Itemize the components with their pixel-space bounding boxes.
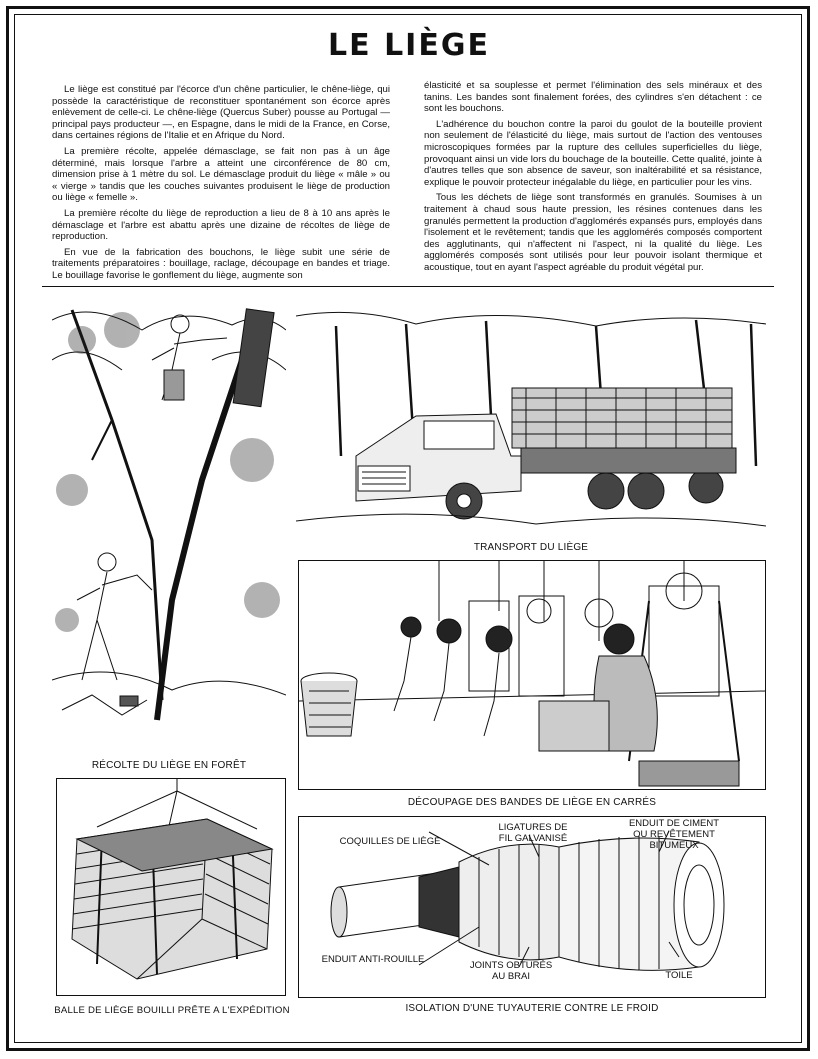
paragraph: Tous les déchets de liège sont transformés en granulés. Soumises à un traitement à chaud sous haute pression, les résines contenues dans les granulés permettent la production d'agglomérés expansés purs, employés dans l'isolement et le revêtement; tandis que les agglomérés composés comportent des agglutinants, qui n'affectent ni l'aspect, ni la qualité du liège. Les agglomérés composés sont utilisés pour leur pouvoir isolant thermique et acoustique, tout en ayant l'aspect agréable du produit végétal pur. <box>424 192 762 273</box>
label-toile: TOILE <box>665 970 693 981</box>
caption-cutting: DÉCOUPAGE DES BANDES DE LIÈGE EN CARRÉS <box>407 797 657 808</box>
harvest-illustration <box>52 300 286 730</box>
paragraph: La première récolte du liège de reproduction a lieu de 8 à 10 ans après le démasclage et l'arbre est abattu après une dizaine de récoltes de liège de reproduction. <box>52 207 390 243</box>
divider <box>42 286 774 287</box>
label-joints: JOINTS OBTURÉS AU BRAI <box>469 960 553 982</box>
caption-harvest: RÉCOLTE DU LIÈGE EN FORÊT <box>91 760 247 771</box>
label-coquilles: COQUILLES DE LIÈGE <box>339 836 441 847</box>
paragraph: En vue de la fabrication des bouchons, le liège subit une série de traitements préparatoires : bouillage, raclage, découpage en bandes et triage. Le bouillage favorise le gonflement du liège, augmente son <box>52 246 390 281</box>
paragraph: La première récolte, appelée démasclage, se fait non pas à un âge déterminé, mais lorsque l'arbre a atteint une circonférence de 80 cm, dimension prise à 1 mètre du sol. Le démasclage produit du liège « mâle » ou « vierge » tandis que les couches suivantes produisent le liège de production ou liège « femelle ». <box>52 145 390 204</box>
label-ligatures: LIGATURES DE FIL GALVANISÉ <box>498 822 568 844</box>
paragraph: L'adhérence du bouchon contre la paroi du goulot de la bouteille provient non seulement de l'élasticité du liège, mais surtout de l'action des ventouses microscopiques formées par la rupture des cellules superficielles du liège, provoquant ainsi un vide lors du bouchage de la bouteille. Cette qualité, jointe à d'autres telles que son absence de saveur, son inaltérabilité et sa résistance, explique le pouvoir protecteur inégalable du liège, en particulier pour les vins. <box>424 118 762 188</box>
paragraph: élasticité et sa souplesse et permet l'élimination des sels minéraux et des tanins. Les bandes sont finalement forées, des cylindres s'en détachent : ce sont les bouchons. <box>424 80 762 115</box>
label-enduit-ciment: ENDUIT DE CIMENT OU REVÊTEMENT BITUMEUX <box>628 818 720 851</box>
caption-bale: BALLE DE LIÈGE BOUILLI PRÊTE A L'EXPÉDITION <box>54 1005 290 1016</box>
text-column-right <box>424 80 762 278</box>
caption-insulation: ISOLATION D'UNE TUYAUTERIE CONTRE LE FROID <box>405 1003 659 1014</box>
caption-transport: TRANSPORT DU LIÈGE <box>473 542 589 553</box>
bale-illustration <box>56 778 286 996</box>
page-title: LE LIÈGE <box>328 28 490 63</box>
cutting-illustration <box>298 560 766 790</box>
paragraph: Le liège est constitué par l'écorce d'un chêne particulier, le chêne-liège, qui possède la caractéristique de reconstituer spontanément son écorce après enlèvement de celle-ci. Le chêne-liège (Quercus Suber) pousse au Portugal — principal pays producteur —, en Espagne, dans le midi de la France, en Corse, dans certaines régions de l'Italie et en Afrique du Nord. <box>52 84 390 142</box>
transport-illustration <box>296 306 766 534</box>
text-column-left <box>52 84 390 286</box>
label-anti-rouille: ENDUIT ANTI-ROUILLE <box>321 954 425 965</box>
